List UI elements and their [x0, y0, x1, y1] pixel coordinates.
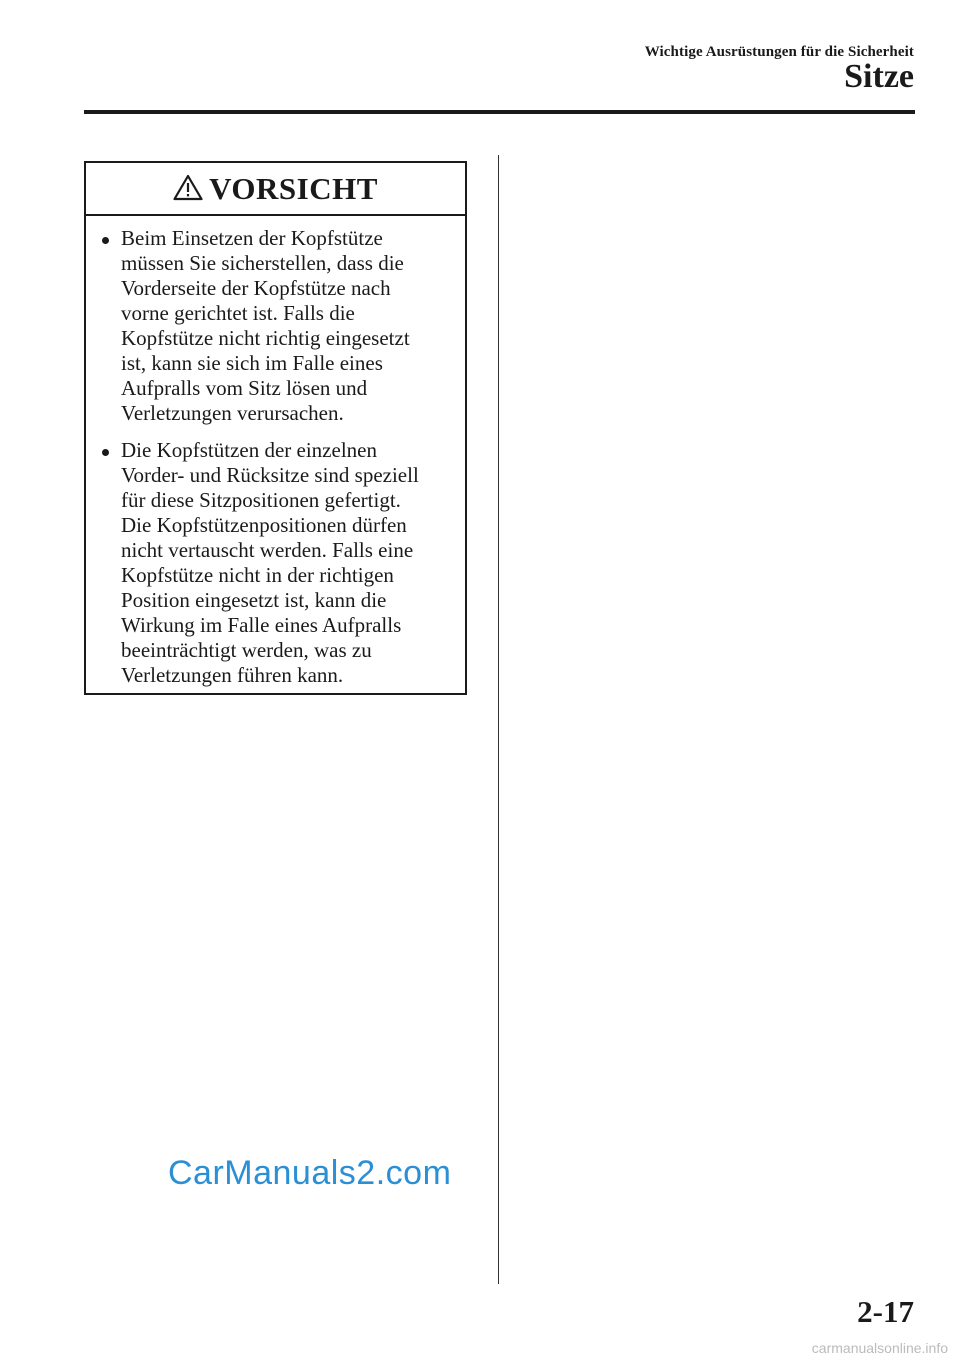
caution-line: Die Kopfstützenpositionen dürfen	[121, 513, 407, 537]
bullet-icon	[102, 449, 109, 456]
caution-line: Kopfstütze nicht richtig eingesetzt	[121, 326, 410, 350]
header-rule	[84, 110, 915, 114]
caution-line: Verletzungen führen kann.	[121, 663, 344, 687]
caution-line: Kopfstütze nicht in der richtigen	[121, 563, 394, 587]
section-heading: Wichtige Ausrüstungen für die Sicherheit	[644, 44, 914, 60]
caution-header	[86, 163, 465, 216]
caution-line: nicht vertauscht werden. Falls eine	[121, 538, 414, 562]
caution-title: VORSICHT	[209, 170, 378, 206]
column-divider	[498, 155, 499, 1284]
caution-item	[86, 438, 465, 688]
caution-line: Beim Einsetzen der Kopfstütze	[121, 226, 383, 250]
caution-line: Position eingesetzt ist, kann die	[121, 588, 387, 612]
watermark-logo: CarManuals2.com	[168, 1154, 452, 1192]
caution-line: Vorder- und Rücksitze sind speziell	[121, 463, 419, 487]
warning-triangle-icon	[173, 174, 203, 201]
page-title: Sitze	[844, 58, 914, 95]
caution-box	[84, 161, 467, 695]
caution-line: müssen Sie sicherstellen, dass die	[121, 251, 404, 275]
caution-line: Die Kopfstützen der einzelnen	[121, 438, 377, 462]
footer-watermark: carmanualsonline.info	[811, 1340, 948, 1356]
caution-list	[86, 216, 465, 688]
caution-item	[86, 226, 465, 426]
caution-line: vorne gerichtet ist. Falls die	[121, 301, 355, 325]
caution-line: für diese Sitzpositionen gefertigt.	[121, 488, 401, 512]
page-number: 2-17	[857, 1294, 914, 1329]
caution-line: Wirkung im Falle eines Aufpralls	[121, 613, 402, 637]
caution-line: ist, kann sie sich im Falle eines	[121, 351, 383, 375]
bullet-icon	[102, 237, 109, 244]
caution-line: Vorderseite der Kopfstütze nach	[121, 276, 391, 300]
caution-line: Verletzungen verursachen.	[121, 401, 344, 425]
caution-line: Aufpralls vom Sitz lösen und	[121, 376, 368, 400]
caution-line: beeinträchtigt werden, was zu	[121, 638, 372, 662]
